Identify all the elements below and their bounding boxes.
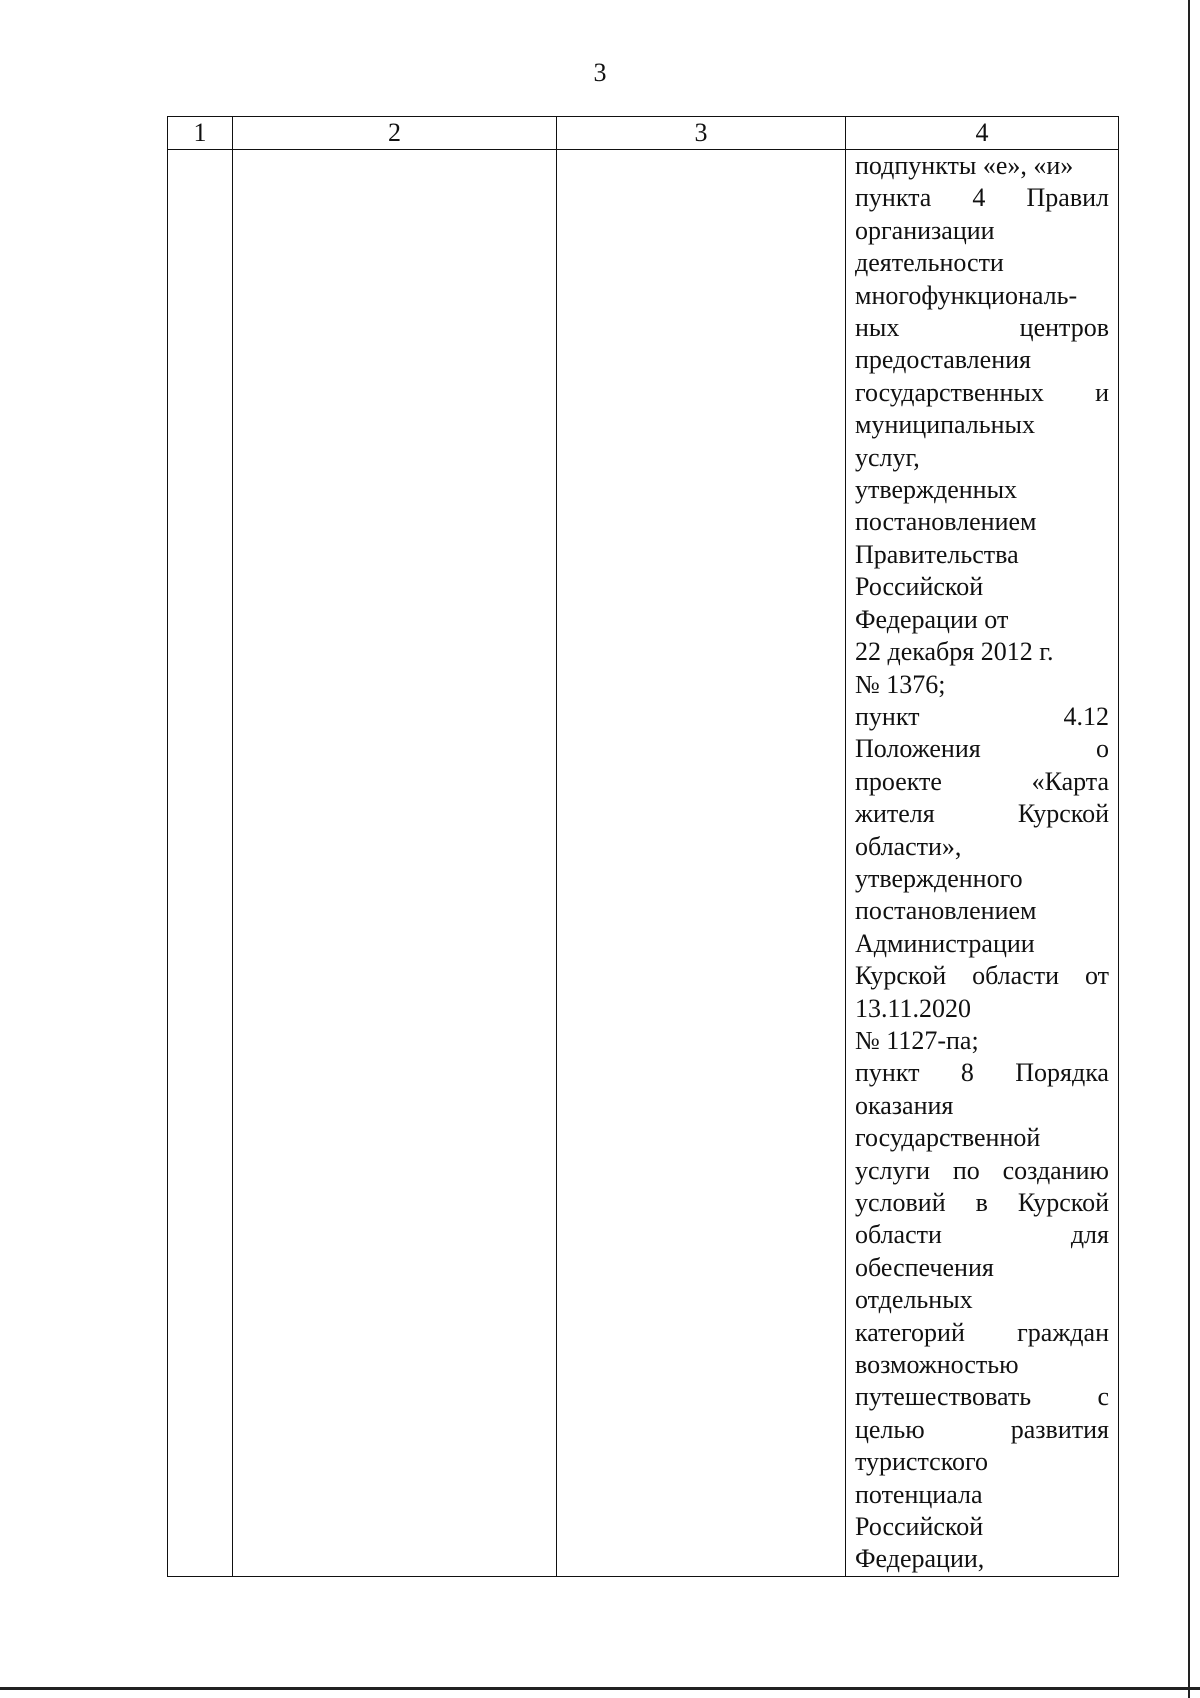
text-word: Федерации, (855, 1544, 985, 1574)
text-line (855, 1317, 1109, 1349)
text-line (855, 1155, 1109, 1187)
text-line (855, 1414, 1109, 1446)
text-line (855, 247, 1109, 279)
text-line (855, 377, 1109, 409)
text-word: 8 (960, 1058, 974, 1088)
text-word: в (975, 1188, 988, 1217)
text-line (855, 895, 1109, 927)
text-line (855, 733, 1109, 765)
text-word: 22 декабря 2012 г. (855, 637, 1054, 667)
text-word: постановлением (855, 507, 1037, 537)
text-line (855, 1252, 1109, 1284)
text-word: граждан (1017, 1317, 1109, 1347)
text-word: деятельности (855, 248, 1004, 278)
cell-col-2 (233, 150, 557, 1577)
text-word: Курской (1017, 799, 1109, 829)
column-header-4: 4 (846, 117, 1119, 150)
text-line (855, 831, 1109, 863)
text-line (855, 960, 1109, 992)
text-line (855, 1543, 1109, 1575)
text-word: пункт (855, 1058, 920, 1088)
text-line (855, 409, 1109, 441)
text-word: Правил (1026, 183, 1109, 213)
text-line (855, 766, 1109, 798)
text-word: центров (1019, 313, 1109, 343)
text-word: «Карта (1031, 766, 1109, 796)
text-word: пункт (855, 701, 920, 731)
text-line (855, 344, 1109, 376)
text-line (855, 1284, 1109, 1316)
text-word: Курской (1017, 1188, 1109, 1217)
text-word: подпункты «е», «и» (855, 151, 1074, 180)
text-line (855, 1479, 1109, 1511)
text-word: отдельных (855, 1285, 973, 1315)
text-word: целью (855, 1414, 925, 1444)
column-header-2: 2 (233, 117, 557, 150)
text-word: проекте (855, 766, 942, 796)
text-word: Курской (855, 961, 947, 991)
text-line (855, 1025, 1109, 1057)
text-word: государственных (855, 377, 1044, 407)
text-word: организации (855, 215, 995, 245)
text-word: области (855, 1220, 942, 1250)
text-line (855, 215, 1109, 247)
text-word: по (952, 1155, 980, 1185)
text-word: № 1376; (855, 669, 946, 699)
text-word: обеспечения (855, 1252, 994, 1282)
text-line (855, 701, 1109, 733)
text-word: Правительства (855, 539, 1019, 569)
text-word: ных (855, 313, 900, 343)
text-word: Администрации (855, 928, 1035, 958)
text-word: Российской (855, 1512, 984, 1542)
column-header-3: 3 (557, 117, 846, 150)
text-word: для (1070, 1220, 1109, 1250)
text-line (855, 506, 1109, 538)
text-word: предоставления (855, 345, 1031, 375)
text-word: Положения (855, 734, 981, 764)
text-line (855, 1219, 1109, 1251)
text-word: Федерации от (855, 604, 1009, 634)
cell-col-3 (557, 150, 846, 1577)
text-word: утвержденных (855, 475, 1018, 505)
text-word: и (1095, 377, 1109, 407)
text-word: утвержденного (855, 863, 1023, 893)
scan-edge-right (1188, 0, 1190, 1698)
table-header-row (168, 117, 1119, 150)
text-word: № 1127-па; (855, 1025, 979, 1055)
text-word: о (1096, 734, 1109, 764)
cell-col-1 (168, 150, 233, 1577)
text-line (855, 928, 1109, 960)
text-line (855, 1381, 1109, 1413)
text-word: области», (855, 831, 962, 861)
text-line (855, 280, 1109, 312)
text-word: с (1097, 1382, 1109, 1412)
text-line (855, 1446, 1109, 1478)
document-table (167, 116, 1119, 1577)
text-word: созданию (1002, 1155, 1109, 1185)
text-line (855, 669, 1109, 701)
text-line (855, 1187, 1109, 1219)
text-line (855, 571, 1109, 603)
text-word: 13.11.2020 (855, 993, 972, 1023)
text-word: потенциала (855, 1479, 983, 1509)
text-word: туристского (855, 1447, 989, 1477)
text-word: 4.12 (1063, 701, 1109, 731)
text-word: многофункциональ- (855, 280, 1078, 310)
text-word: услуг, (855, 442, 920, 472)
text-line (855, 539, 1109, 571)
text-word: оказания (855, 1090, 954, 1120)
text-line (855, 1090, 1109, 1122)
text-word: услуги (855, 1155, 931, 1185)
text-word: жителя (855, 799, 935, 829)
text-word: путешествовать (855, 1382, 1032, 1412)
cell-col-4 (846, 150, 1119, 1577)
text-line (855, 993, 1109, 1025)
text-line (855, 150, 1109, 182)
text-word: возможностью (855, 1350, 1019, 1380)
page-number: 3 (593, 58, 607, 87)
text-word: постановлением (855, 896, 1037, 926)
legal-basis-text (846, 150, 1118, 1576)
text-word: Порядка (1015, 1058, 1109, 1088)
text-word: категорий (855, 1317, 965, 1347)
text-line (855, 604, 1109, 636)
scan-edge-bottom (0, 1687, 1200, 1690)
text-line (855, 474, 1109, 506)
text-line (855, 1057, 1109, 1089)
text-line (855, 798, 1109, 830)
text-word: 4 (972, 183, 986, 213)
text-word: муниципальных (855, 410, 1036, 440)
table-row (168, 150, 1119, 1577)
text-word: условий (855, 1188, 946, 1217)
text-line (855, 636, 1109, 668)
text-line (855, 863, 1109, 895)
text-line (855, 1511, 1109, 1543)
text-word: развития (1010, 1414, 1109, 1444)
text-line (855, 312, 1109, 344)
text-line (855, 182, 1109, 214)
text-word: государственной (855, 1123, 1041, 1153)
text-line (855, 442, 1109, 474)
text-line (855, 1122, 1109, 1154)
text-word: области (972, 961, 1060, 991)
text-word: пункта (855, 183, 932, 213)
column-header-1: 1 (168, 117, 233, 150)
text-line (855, 1349, 1109, 1381)
text-word: Российской (855, 572, 984, 602)
text-word: от (1084, 961, 1109, 991)
